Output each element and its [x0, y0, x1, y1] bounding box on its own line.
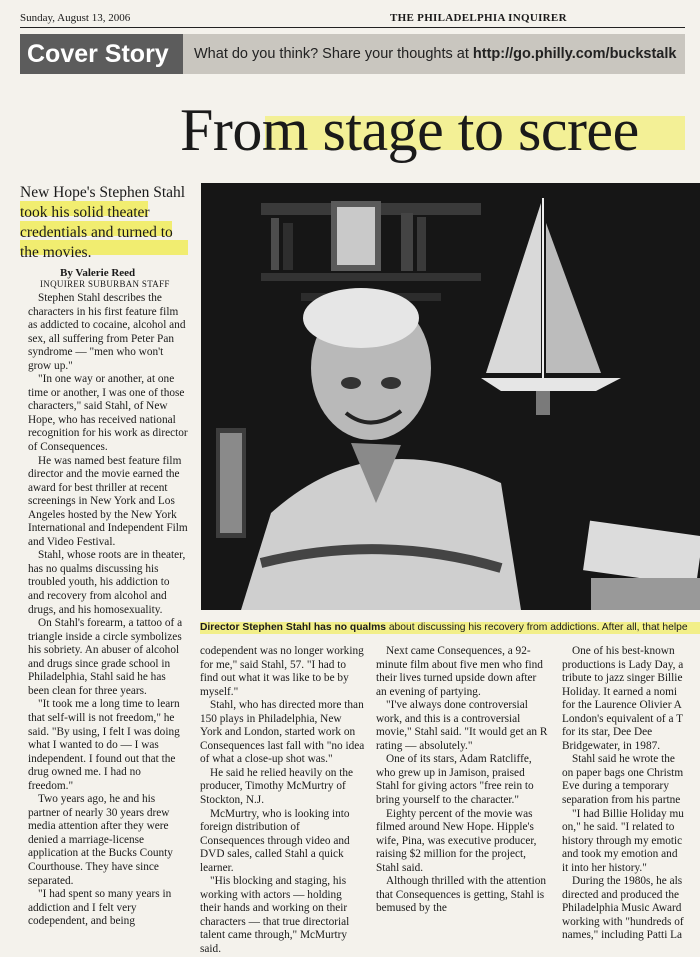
section-label: Cover Story [20, 34, 183, 74]
line: During the 1980s, he als [572, 875, 683, 888]
paragraph: One of its stars, Adam Ratcliffe, who grew up in Jamison, praised Stahl for giving actors "free rein to bring yourself to the character." [376, 753, 534, 807]
column-2 [200, 645, 365, 957]
line: tribute to jazz singer Billie [562, 672, 683, 685]
page-header [20, 10, 685, 26]
paragraph: codependent was no longer working for me," said Stahl, 57. "I had to find out what it was like to be by myself." [200, 645, 364, 698]
column-1 [28, 292, 188, 929]
section-banner [20, 34, 685, 74]
caption-text: about discussing his recovery from addictions. After all, that helpe [388, 622, 688, 633]
line: for the Laurence Olivier A [562, 699, 682, 712]
line: Eve during a temporary [562, 780, 669, 793]
paragraph: Two years ago, he and his partner of nearly 30 years drew media attention after they were denied a marriage-license application at the Bucks County Courthouse. They have since separated. [28, 793, 173, 887]
line: working with "hundreds of [562, 915, 684, 928]
paragraph: Stahl, who has directed more than 150 plays in Philadelphia, New York and London, started work on Consequences last fall with "no idea of what a close-up shot was." [200, 699, 365, 766]
paragraph: Stahl, whose roots are in theater, has no qualms discussing his troubled youth, his addiction to and recovery from alcohol and drugs, and his homosexuality. [28, 549, 186, 616]
paragraph: "I had spent so many years in addiction and I felt very codependent, and being [28, 888, 172, 928]
photo-caption [200, 622, 700, 633]
header-rule [20, 27, 685, 28]
line: "I had Billie Holiday mu [572, 807, 684, 820]
paragraph: "His blocking and staging, his working with actors — holding their hands and working on their characters — that true directorial talent came through," McMurtry said. [200, 875, 350, 956]
line: London's equivalent of a T [562, 712, 684, 725]
paragraph: "I've always done controversial work, and this is a controversial movie," Stahl said. "It would get an R rating — absolutely." [376, 699, 548, 752]
photo-illustration [201, 183, 700, 610]
column-3 [376, 645, 549, 916]
line: on," he said. "I related to [562, 821, 675, 834]
photo-director-portrait [201, 183, 700, 610]
column-4 [562, 645, 700, 943]
paragraph: He said he relied heavily on the producer, Timothy McMurtry of Stockton, N.J. [200, 766, 354, 807]
staff-line: INQUIRER SUBURBAN STAFF [40, 279, 170, 289]
issue-date: Sunday, August 13, 2006 [20, 12, 131, 24]
paragraph: On Stahl's forearm, a tattoo of a triangle inside a circle symbolizes his sobriety. An abuser of alcohol and drugs since grade school in Philadelphia, Stahl said he has been clean for three years. [28, 617, 183, 697]
feedback-prompt [194, 34, 676, 74]
line: Holiday. It earned a nomi [562, 685, 678, 698]
paragraph: He was named best feature film director and the movie earned the award for best thriller at recent screenings in New York and Los Angeles hosted by the New York International and Independent Film and Video Festival. [28, 454, 188, 548]
paragraph: McMurtry, who is looking into foreign distribution of Consequences through video and DVD sales, called Stahl a quick learner. [200, 807, 350, 874]
publication-name: THE PHILADELPHIA INQUIRER [390, 12, 567, 24]
paragraph: Eighty percent of the movie was filmed around New Hope. Hipple's wife, Pina, was executive producer, raising $2 million for the project, Stahl said. [376, 807, 537, 874]
line: and took my emotion and [562, 848, 678, 861]
headline: From stage to scree [180, 97, 639, 163]
line: Stahl said he wrote the [572, 753, 675, 766]
byline: By Valerie Reed [60, 267, 136, 279]
line: Philadelphia Music Award [562, 902, 682, 915]
prompt-text: What do you think? Share your thoughts at [194, 46, 469, 62]
caption-lead: Director Stephen Stahl has no qualms [200, 622, 386, 633]
paragraph: Although thrilled with the attention that Consequences is getting, Stahl is bemused by the [376, 875, 547, 915]
feedback-url[interactable]: http://go.philly.com/buckstalk [472, 46, 677, 62]
paragraph: "In one way or another, at one time or another, I was one of those characters," said Stahl, of New Hope, who has received national recognition for his work as director of Consequences. [28, 373, 188, 454]
line: Bridgewater, in 1987. [562, 739, 661, 752]
deck: New Hope's Stephen Stahl took his solid theater credentials and turned to the movies. [20, 184, 186, 261]
paragraph: Stephen Stahl describes the characters in his first feature film as addicted to cocaine, alcohol and sex, all suffering from Peter Pan syndrome — "men who won't grow up." [28, 292, 186, 372]
line: directed and produced the [562, 888, 679, 901]
line: names," including Patti La [562, 929, 683, 942]
line: productions is Lady Day, a [562, 658, 684, 671]
line: history through my emotic [562, 834, 683, 847]
line: on paper bags one Christm [562, 766, 684, 779]
paragraph: Next came Consequences, a 92-minute film about five men who find their lives turned upside down after an evening of partying. [376, 645, 543, 698]
paragraph: "It took me a long time to learn that self-will is not freedom," he said. "By using, I felt I was doing what I wanted to do — I was independent. I found out that the drug owned me. I had no freedom." [28, 698, 180, 792]
line: separation from his partne [562, 794, 681, 807]
line: for its star, Dee Dee [562, 726, 653, 739]
line: it into her history." [562, 861, 647, 874]
line: One of his best-known [572, 645, 675, 657]
